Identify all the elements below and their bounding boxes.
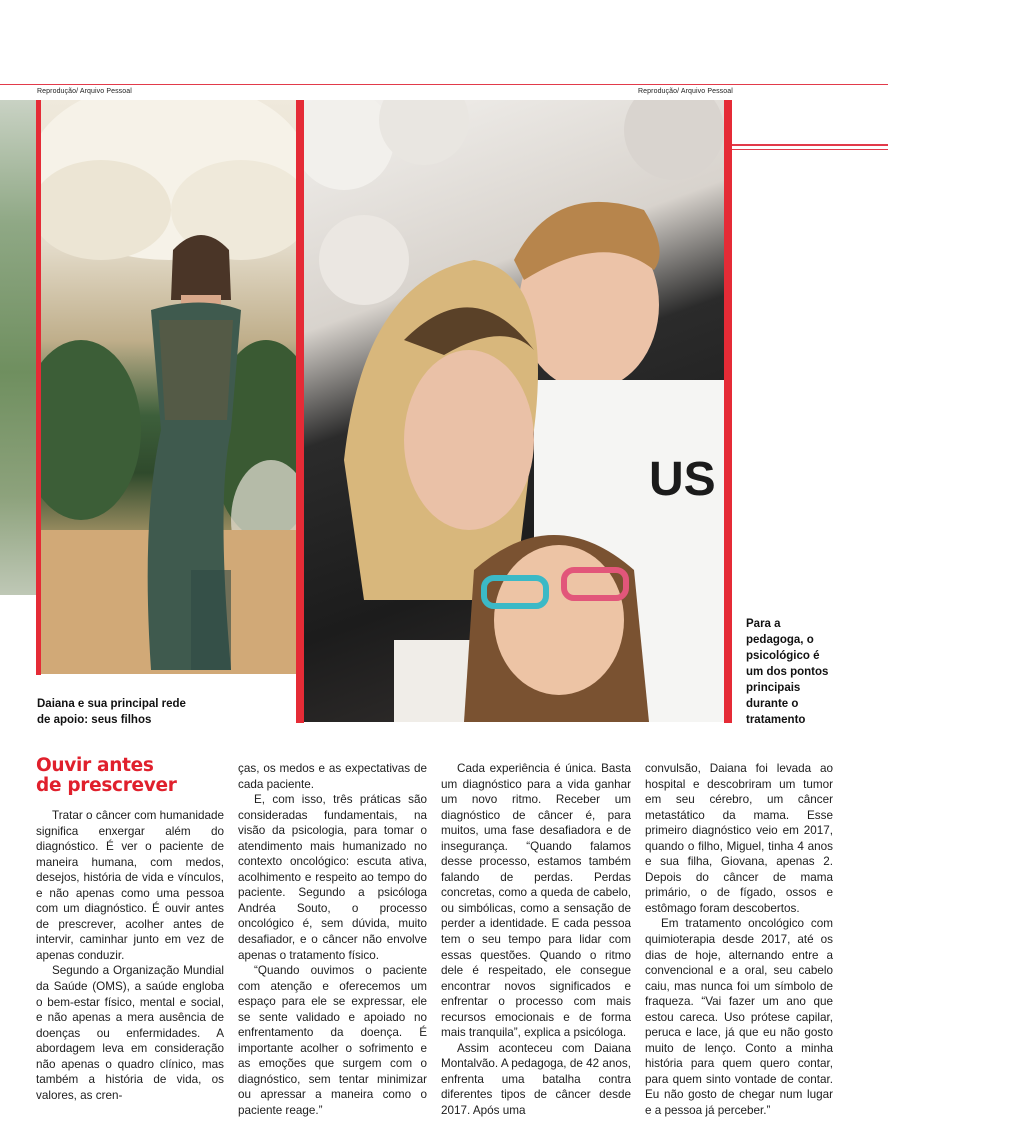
caption-right-line: Para a [746, 618, 781, 630]
side-rule [732, 144, 888, 146]
svg-text:US: US [649, 453, 716, 506]
caption-right-line: pedagoga, o [746, 634, 814, 646]
article-column-1 [36, 808, 224, 1103]
paragraph: Assim aconteceu com Daiana Montalvão. A pedagoga, de 42 anos, enfrenta uma batalha contra diferentes tipos de câncer desde 2017. Após uma [441, 1041, 631, 1118]
caption-right-line: tratamento [746, 714, 806, 726]
paragraph: E, com isso, três práticas são consideradas fundamentais, na visão da psicologia, para tomar o atendimento mais humanizado no contexto oncológico: escuta ativa, acolhimento e respeito ao tempo do paciente. Segundo a psicóloga Andréa Souto, o processo oncológico é, sem dúvida, muito desafiador, e o câncer não envolve apenas o tratamento físico. [238, 793, 427, 962]
caption-left [37, 696, 237, 728]
photo-illustration [41, 100, 296, 674]
photo-credit-right: Reprodução/ Arquivo Pessoal [638, 88, 733, 95]
caption-right-line: durante o [746, 698, 799, 710]
headline-line: Ouvir antes [36, 755, 154, 776]
photo-frame-mid-bar [296, 100, 304, 723]
photo-daiana-dress [41, 100, 296, 674]
top-rule [0, 84, 888, 85]
photo-frame-right-bar [724, 100, 732, 723]
caption-right [746, 616, 856, 728]
caption-right-line: principais [746, 682, 801, 694]
section-headline [36, 756, 236, 796]
article-column-4 [645, 761, 833, 1119]
headline-line: de prescrever [36, 775, 177, 796]
paragraph: Em tratamento oncológico com quimioterapia desde 2017, até os dias de hoje, alternando entre a convencional e a oral, seu cabelo caiu, mas nunca foi um símbolo de fraqueza. “Vai fazer um ano que estou careca. Uso prótese capilar, peruca e lace, já que eu não gosto muito de lenço. Conto a minha história para quem quero contar, para quem sinto vontade de contar. Eu não gosto de chegar num lugar e a pessoa já perceber.” [645, 917, 833, 1118]
side-rule-thin [732, 149, 888, 150]
photo-daiana-children [304, 100, 724, 722]
photo-credit-left: Reprodução/ Arquivo Pessoal [37, 88, 132, 95]
background-foliage [0, 100, 36, 595]
paragraph: convulsão, Daiana foi levada ao hospital e descobriram um tumor em seu cérebro, um câncer metastático da mama. Esse primeiro diagnóstico veio em 2017, quando o filho, Miguel, tinha 4 anos e sua filha, Giovana, apenas 2. Depois do câncer de mama primário, o de fígado, ossos e estômago foram descobertos. [645, 762, 833, 915]
article-column-2 [238, 761, 427, 1119]
caption-left-line: de apoio: seus filhos [37, 714, 152, 726]
paragraph: ças, os medos e as expectativas de cada paciente. [238, 762, 427, 791]
paragraph: Segundo a Organização Mundial da Saúde (OMS), a saúde engloba o bem-estar físico, mental e social, e não apenas a mera ausência de doenças ou enfermidades. A abordagem leva em consideração não apenas o quadro clínico, mas também a história de vida, os valores, as cren- [36, 964, 224, 1102]
article-column-3 [441, 761, 631, 1119]
paragraph: “Quando ouvimos o paciente com atenção e oferecemos um espaço para ele se expressar, ele se sente validado e apoiado no enfrentamento da doença. É importante acolher o sofrimento e as emoções que surgem com o diagnóstico, sem tentar minimizar ou apressar a maneira como o paciente reage.” [238, 964, 427, 1118]
paragraph: Tratar o câncer com humanidade significa enxergar além do diagnóstico. É ver o paciente de maneira humana, com medos, desejos, história de vida e vínculos, e não apenas como uma pessoa com um diagnóstico. É ouvir antes de prescrever, acolher antes de intervir, caminhar junto em vez de apenas conduzir. [36, 809, 224, 962]
caption-right-line: um dos pontos [746, 666, 829, 678]
caption-left-line: Daiana e sua principal rede [37, 698, 186, 710]
caption-right-line: psicológico é [746, 650, 820, 662]
paragraph: Cada experiência é única. Basta um diagnóstico para a vida ganhar um novo ritmo. Receber um diagnóstico de câncer é, para muitos, uma fase desafiadora e de insegurança. “Quando falamos desse processo, estamos também falando de perdas. Perdas concretas, como a queda de cabelo, ou simbólicas, como a sensação de perder a identidade. E cada pessoa tem o seu tempo para lidar com essas questões. Quando o ritmo dele é respeitado, ele consegue encontrar novos significados e enfrentar o processo com mais recursos emocionais e de forma mais tranquila”, explica a psicóloga. [441, 762, 631, 1040]
photo-illustration-family [304, 100, 724, 722]
